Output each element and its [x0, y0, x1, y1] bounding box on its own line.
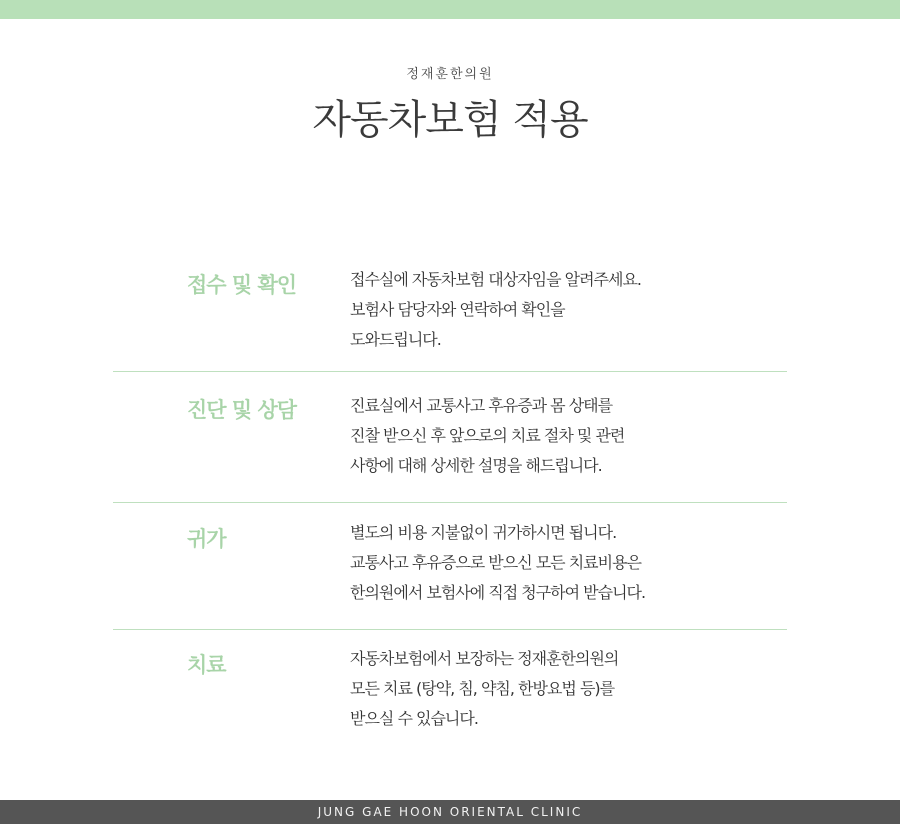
clinic-name: 정재훈한의원: [406, 67, 494, 82]
step-description-line: 한의원에서 보험사에 직접 청구하여 받습니다.: [350, 583, 646, 602]
step-description-line: 교통사고 후유증으로 받으신 모든 치료비용은: [350, 553, 642, 572]
step-return-home: [113, 503, 787, 630]
step-description-line: 모든 치료 (탕약, 침, 약침, 한방요법 등)를: [350, 679, 615, 698]
step-title: 접수 및 확인: [187, 273, 297, 297]
step-description-line: 자동차보험에서 보장하는 정재훈한의원의: [350, 649, 619, 668]
step-description-line: 도와드립니다.: [350, 330, 441, 349]
step-title: 귀가: [187, 527, 226, 551]
step-description: [350, 518, 645, 608]
step-description: [350, 265, 641, 355]
step-treatment: [113, 630, 787, 750]
step-reception: [113, 257, 787, 372]
step-title: 진단 및 상담: [187, 398, 297, 422]
top-accent-bar: [0, 0, 900, 19]
step-diagnosis: [113, 372, 787, 503]
step-description-line: 보험사 담당자와 연락하여 확인을: [350, 300, 565, 319]
step-description-line: 받으실 수 있습니다.: [350, 709, 478, 728]
process-steps: [113, 257, 787, 750]
footer-bar: JUNG GAE HOON ORIENTAL CLINIC: [0, 800, 900, 824]
step-description-line: 사항에 대해 상세한 설명을 해드립니다.: [350, 456, 602, 475]
step-description-line: 진찰 받으신 후 앞으로의 치료 절차 및 관련: [350, 426, 625, 445]
step-description-line: 접수실에 자동차보험 대상자임을 알려주세요.: [350, 270, 642, 289]
step-description-line: 별도의 비용 지불없이 귀가하시면 됩니다.: [350, 523, 617, 542]
step-description: [350, 391, 624, 481]
step-description-line: 진료실에서 교통사고 후유증과 몸 상태를: [350, 396, 613, 415]
step-title: 치료: [187, 653, 226, 677]
page-title: 자동차보험 적용: [312, 97, 588, 143]
step-description: [350, 644, 618, 734]
